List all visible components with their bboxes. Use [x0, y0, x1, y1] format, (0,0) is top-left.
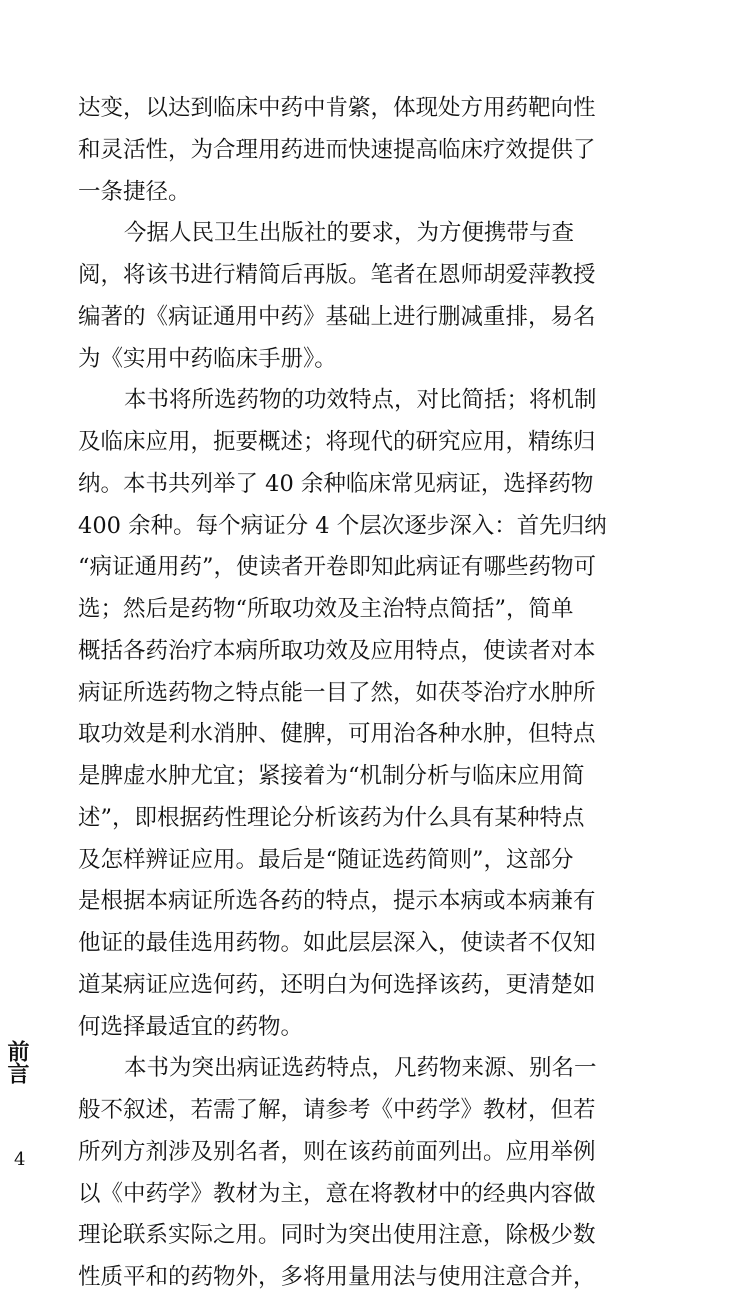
text-line: 编著的《病证通用中药》基础上进行删减重排，易名 [78, 303, 596, 330]
text-line: 取功效是利水消肿、健脾，可用治各种水肿，但特点 [78, 721, 596, 748]
text-line: 今据人民卫生出版社的要求，为方便携带与查 [124, 220, 575, 247]
section-side-label: 前言 [4, 1040, 30, 1084]
text-line: 纳。本书共列举了 40 余种临床常见病证，选择药物 [78, 470, 594, 497]
text-line: 及怎样辨证应用。最后是“随证选药简则”，这部分 [78, 846, 574, 873]
text-line: 道某病证应选何药，还明白为何选择该药，更清楚如 [78, 971, 596, 998]
text-line: 概括各药治疗本病所取功效及应用特点，使读者对本 [78, 637, 596, 664]
text-line: 本书将所选药物的功效特点，对比简括；将机制 [124, 387, 597, 414]
page-number: 4 [14, 1149, 26, 1170]
text-line: 何选择最适宜的药物。 [78, 1013, 304, 1040]
text-line: 他证的最佳选用药物。如此层层深入，使读者不仅知 [78, 930, 596, 956]
text-line: 是脾虚水肿尤宜；紧接着为“机制分析与临床应用简 [78, 763, 585, 789]
text-line: 以《中药学》教材为主，意在将教材中的经典内容做 [78, 1180, 596, 1207]
text-line: 理论联系实际之用。同时为突出使用注意，除极少数 [78, 1222, 596, 1249]
text-line: 述”，即根据药性理论分析该药为什么具有某种特点 [78, 804, 585, 831]
text-line: 及临床应用，扼要概述；将现代的研究应用，精练归 [78, 429, 596, 455]
text-line: 达变，以达到临床中药中肯綮，体现处方用药靶向性 [78, 95, 596, 121]
text-line: “病证通用药”，使读者开卷即知此病证有哪些药物可 [78, 554, 597, 581]
text-line: 性质平和的药物外，多将用量用法与使用注意合并， [78, 1264, 596, 1290]
text-line: 阅，将该书进行精简后再版。笔者在恩师胡爱萍教授 [78, 262, 596, 288]
text-line: 般不叙述，若需了解，请参考《中药学》教材，但若 [78, 1097, 596, 1123]
text-line: 所列方剂涉及别名者，则在该药前面列出。应用举例 [78, 1138, 596, 1165]
text-line: 本书为突出病证选药特点，凡药物来源、别名一 [124, 1055, 597, 1082]
text-line: 病证所选药物之特点能一目了然，如茯苓治疗水肿所 [78, 679, 596, 706]
text-line: 为《实用中药临床手册》。 [78, 345, 337, 372]
body-text [78, 88, 612, 1299]
text-line: 400 余种。每个病证分 4 个层次逐步深入：首先归纳 [78, 512, 607, 539]
text-line: 和灵活性，为合理用药进而快速提高临床疗效提供了 [78, 136, 596, 163]
text-line: 是根据本病证所选各药的特点，提示本病或本病兼有 [78, 888, 596, 915]
text-line: 一条捷径。 [78, 178, 191, 205]
text-line: 选；然后是药物“所取功效及主治特点简括”，简单 [78, 596, 574, 622]
